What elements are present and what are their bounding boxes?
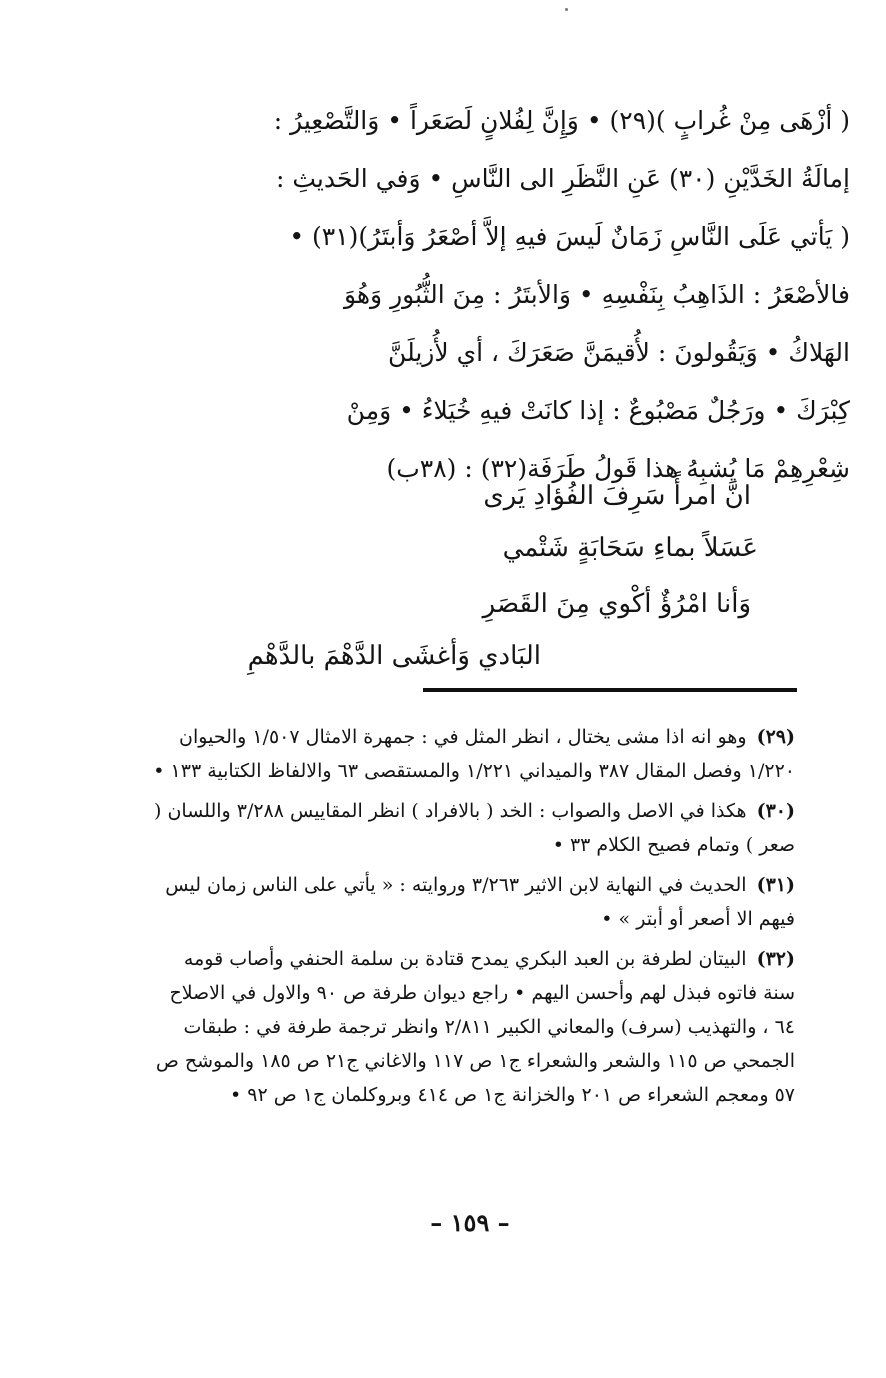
verse-line: عَسَلاً بماءِ سَحَابَةٍ شَتْمي — [502, 533, 758, 563]
main-line: فالأصْعَرُ : الذَاهِبُ بِنَفْسِهِ • وَالأبتَرُ : مِنَ الثُّبُورِ وَهُوَ — [343, 280, 850, 309]
footnote-divider — [423, 688, 797, 692]
scan-speck — [565, 8, 568, 11]
main-text-block — [135, 92, 850, 498]
footnote-number: (٣٠) — [756, 800, 795, 822]
footnote-number: (٣٢) — [756, 948, 795, 970]
footnote-text: الحديث في النهاية لابن الاثير ٣/٢٦٣ وروايته : « يأتي على الناس زمان ليس فيهم الا أصعر أو أبتر » • — [165, 874, 795, 930]
footnotes — [150, 720, 795, 1118]
verse-line: وَأنا امْرُؤٌ أكْوي مِنَ القَصَرِ — [482, 589, 751, 619]
footnote-text: وهو انه اذا مشى يختال ، انظر المثل في : جمهرة الامثال ١/٥٠٧ والحيوان ١/٢٢٠ وفصل المقال ٣٨٧ والميداني ١/٢٢١ والمستقصى ٦٣ والالفاظ الكتابية ١٣٣ • — [153, 726, 795, 782]
footnote-text: هكذا في الاصل والصواب : الخد ( بالافراد ) انظر المقاييس ٣/٢٨٨ واللسان ( صعر ) وتمام فصيح الكلام ٣٣ • — [154, 800, 795, 856]
footnote — [150, 794, 795, 862]
main-line: الهَلاكُ • وَيَقُولونَ : لأُقيمَنَّ صَعَرَكَ ، أي لأُزيلَنَّ — [388, 338, 850, 367]
main-line: ( أزْهَى مِنْ غُرابٍ )(٢٩) • وَإِنَّ لِفُلانٍ لَصَعَراً • وَالتَّصْعِيرُ : — [273, 106, 850, 135]
footnote — [150, 720, 795, 788]
main-line: ( يَأتي عَلَى النَّاسِ زَمَانٌ لَيسَ فيهِ إلاَّ أصْعَرُ وَأبتَرُ)(٣١) • — [289, 222, 850, 251]
footnote-text: البيتان لطرفة بن العبد البكري يمدح قتادة بن سلمة الحنفي وأصاب قومه سنة فاتوه فبذل لهم وأحسن اليهم • راجع ديوان طرفة ص ٩٠ والاول في الاصلاح ٦٤ ، والتهذيب (سرف) والمعاني الكبير ٢/٨١١ وانظر ترجمة طرفة في : طبقات الجمحي ص ١١٥ والشعر والشعراء ج١ ص ١١٧ والاغاني ج٢١ ص ١٨٥ والموشح ص ٥٧ ومعجم الشعراء ص ٢٠١ والخزانة ج١ ص ٤١٤ وبروكلمان ج١ ص ٩٢ • — [155, 948, 795, 1106]
footnote — [150, 868, 795, 936]
main-line: كِبْرَكَ • ورَجُلٌ مَصْبُوعٌ : إذا كانَتْ فيهِ خُيَلاءُ • وَمِنْ — [346, 396, 850, 425]
main-line: إمالَةُ الخَدَّيْنِ (٣٠) عَنِ النَّظَرِ الى النَّاسِ • وَفي الحَديثِ : — [276, 164, 850, 193]
main-line: شِعْرِهِمْ مَا يُشبِهُ هذا قَولُ طَرَفَة(٣٢) : (٣٨ب) — [386, 454, 850, 483]
page-number: – ١٥٩ – — [430, 1208, 510, 1237]
footnote-number: (٣١) — [756, 874, 795, 896]
verse-line: البَادي وَأغشَى الدَّهْمَ بالدَّهْمِ — [247, 641, 541, 671]
footnote — [150, 942, 795, 1112]
verse-line: انَّ امرأً سَرِفَ الفُؤادِ يَرى — [483, 481, 751, 511]
footnote-number: (٢٩) — [756, 726, 795, 748]
